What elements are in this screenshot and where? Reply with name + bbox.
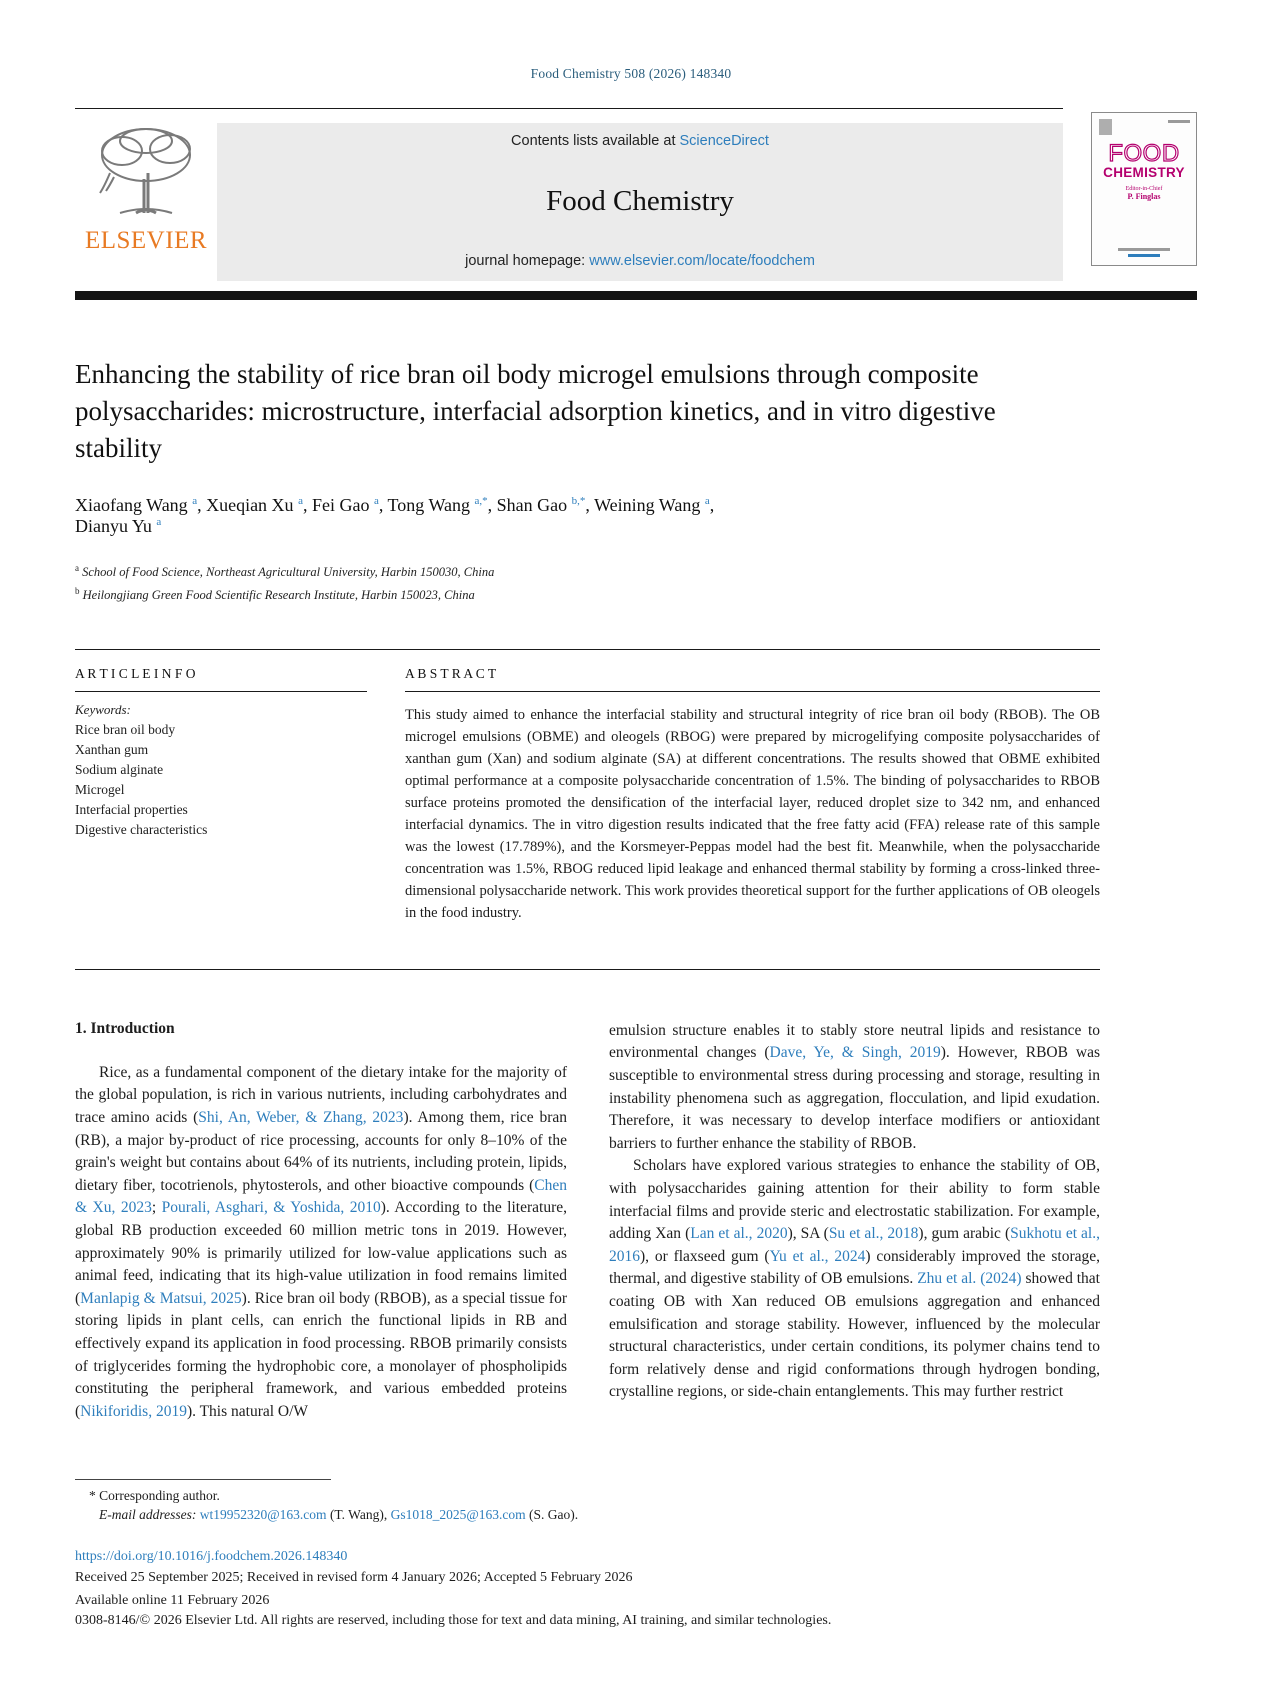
author-list [75,495,1100,537]
text-segment: ). Among them, rice bran (RB), a major by-product of rice processing, accounts for only 8–10% of the grain's weight but contains about 64% of its nutrients, including protein, lipids, dietary fiber, tocotrienols, phytosterols, and other bioactive compounds ( [75,1109,567,1194]
email-addresses-line [75,1507,1100,1523]
author-separator: , [378,495,388,515]
cover-title-chemistry: CHEMISTRY [1103,165,1185,180]
journal-homepage-link[interactable]: www.elsevier.com/locate/foodchem [589,253,815,269]
article-title: Enhancing the stability of rice bran oil body microgel emulsions through composite polysaccharides: microstructure, interfacial adsorption kinetics, and in vitro digestive stability [75,359,996,463]
introduction-section [75,1020,1100,1424]
journal-title: Food Chemistry [546,184,734,217]
text-segment: showed that coating OB with Xan reduced OB emulsions aggregation and enhanced emulsification and storage stability. However, influenced by the molecular structural characteristics, under certain conditions, its polymer chains tend to form relatively dense and rigid conformations through hydrogen bonding, crystalline regions, or side-chain entanglements. This may further restrict [609,1270,1100,1401]
author-separator: , [585,495,595,515]
author-separator: , [709,495,715,515]
corresponding-author-text: Corresponding author. [95,1488,220,1504]
footnote-block [75,1479,1100,1629]
citation-link[interactable]: Manlapig & Matsui, 2025 [80,1289,242,1307]
body-column-left [75,1020,567,1424]
affiliation-list [75,559,1100,605]
author-separator: , [302,495,312,515]
corresponding-author-note [75,1488,1100,1504]
cover-editor-name: P. Finglas [1127,192,1161,201]
article-info-heading: A R T I C L E I N F O [75,650,367,692]
affiliation [75,559,1100,582]
received-dates-line: Received 25 September 2025; Received in revised form 4 January 2026; Accepted 5 February 2026 [75,1570,633,1586]
intro-paragraph-left [75,1062,567,1424]
citation-link[interactable]: Su et al., 2018 [828,1225,919,1243]
abstract-heading: A B S T R A C T [405,650,1100,692]
text-segment: ). According to the literature, global RB production exceeded 60 million metric tons in 2019. However, approximately 90% is primarily utilized for low-value applications such as animal feed, indicating that its high-value utilization in food remains limited ( [75,1199,567,1307]
author-affiliation-sup: a [704,495,710,507]
intro-paragraph-right-1 [609,1020,1100,1156]
citation-link[interactable]: Dave, Ye, & Singh, 2019 [769,1044,941,1062]
journal-header-band [75,108,1197,281]
intro-paragraph-right-2 [609,1155,1100,1404]
text-segment: Rice, as a fundamental component of the dietary intake for the majority of the global population, is rich in various nutrients, including carbohydrates and trace amino acids ( [75,1063,567,1126]
affiliation-sup: b [75,586,80,597]
text-segment: ), or flaxseed gum ( [640,1247,770,1265]
header-divider-bar [75,291,1197,300]
section-heading-introduction: 1. Introduction [75,1019,175,1037]
info-abstract-section [75,649,1100,970]
affiliation-sup: a [75,563,79,573]
keyword-item: Digestive characteristics [75,822,208,838]
author-affiliation-sup: a [298,495,303,507]
text-segment: E-mail addresses: [99,1507,200,1523]
abstract-column [405,650,1100,939]
article-info-column [75,650,367,939]
keyword-item: Rice bran oil body [75,722,176,738]
article-content [75,356,1100,1629]
author-name: Fei Gao [311,495,370,515]
citation-link[interactable]: Shi, An, Weber, & Zhang, 2023 [198,1109,404,1126]
doi-line [75,1549,1100,1565]
footnote-divider [75,1479,331,1480]
affiliation [75,582,1100,605]
footnote-asterisk: * [89,1488,96,1504]
author [206,495,312,515]
cover-footer-mark [1118,248,1170,251]
text-segment: ). However, RBOB was susceptible to environmental stress during processing and storage, resulting in instability phenomena such as aggregation, flocculation, and lipid exudation. Therefore, it was necessary to develop interface modifiers or antioxidant barriers to further enhance the stability of RBOB. [609,1044,1100,1152]
text-segment: ), gum arabic ( [918,1225,1011,1243]
affiliation-text: Heilongjiang Green Food Scientific Research Institute, Harbin 150023, China [79,588,475,603]
header-main [75,108,1063,281]
author-separator: , [487,495,497,515]
author-affiliation-sup: b,* [571,495,586,507]
cover-sciencedirect-mark [1128,254,1160,257]
text-segment: emulsion structure enables it to stably store neutral lipids and resistance to environmental changes ( [609,1021,1100,1062]
author-name: Dianyu Yu [75,516,152,536]
journal-citation-header: Food Chemistry 508 (2026) 148340 [530,66,732,81]
keyword-item: Interfacial properties [75,802,188,818]
text-segment: ; [151,1199,162,1217]
affiliation-text: School of Food Science, Northeast Agricultural University, Harbin 150030, China [79,565,495,580]
text-segment: (T. Wang), [326,1507,391,1523]
author-name: Xueqian Xu [206,495,294,515]
journal-banner [217,123,1063,281]
journal-cover-thumbnail[interactable] [1091,112,1197,266]
citation-link[interactable]: wt19952320@163.com [199,1507,327,1523]
author-affiliation-sup: a,* [474,495,488,507]
author-name: Xiaofang Wang [75,495,188,515]
text-segment: ). This natural O/W [186,1402,309,1420]
keyword-item: Microgel [75,782,125,798]
cover-editor-label: Editor-in-Chief [1125,186,1163,192]
text-segment: Scholars have explored various strategies to enhance the stability of OB, with polysaccharides gaining attention for their ability to form stable interfacial films and provide steric and electrostatic stabilization. For example, adding Xan ( [609,1157,1100,1243]
keyword-item: Sodium alginate [75,762,164,778]
sciencedirect-link[interactable]: ScienceDirect [679,133,769,149]
author [75,495,206,515]
elsevier-logo [75,109,217,281]
cover-issn-mark [1168,120,1190,123]
author-affiliation-sup: a [192,495,198,507]
citation-link[interactable]: Gs1018_2025@163.com [390,1507,526,1523]
contents-availability-line [217,133,1063,149]
author-separator: , [197,495,207,515]
citation-link[interactable]: Nikiforidis, 2019 [80,1402,187,1420]
author-name: Shan Gao [496,495,568,515]
homepage-label: journal homepage: [465,253,590,269]
author [75,516,161,536]
text-segment: ) considerably improved the storage, thermal, and digestive stability of OB emulsions. [609,1247,1100,1288]
keyword-item: Xanthan gum [75,742,149,758]
author-name: Weining Wang [594,495,701,515]
available-online-line: Available online 11 February 2026 [75,1593,270,1609]
author [497,495,594,515]
contents-text: Contents lists available at [511,133,680,149]
citation-link[interactable]: Chen & Xu, 2023 [75,1176,567,1217]
text-segment: ), SA ( [787,1225,829,1243]
keywords-list [75,720,367,840]
cover-emblem-icon [1099,119,1112,135]
author [388,495,497,515]
journal-homepage-line [217,253,1063,269]
author-name: Tong Wang [387,495,470,515]
citation-link[interactable]: Pourali, Asghari, & Yoshida, 2010 [161,1199,381,1217]
issn-copyright-line: 0308-8146/© 2026 Elsevier Ltd. All rights are reserved, including those for text and data mining, AI training, and similar technologies. [75,1613,832,1629]
citation-link[interactable]: Sukhotu et al., 2016 [609,1225,1100,1265]
body-column-right [609,1020,1100,1424]
keywords-label: Keywords: [75,702,131,718]
citation-link[interactable]: Lan et al., 2020 [690,1225,788,1243]
text-segment: (S. Gao). [525,1507,579,1523]
elsevier-tree-icon [90,121,202,225]
author [312,495,388,515]
abstract-text: This study aimed to enhance the interfacial stability and structural integrity of rice bran oil body (RBOB). The OB microgel emulsions (OBME) and oleogels (RBOG) were prepared by microgelifying composite polysaccharides of xanthan gum (Xan) and sodium alginate (SA) at different concentrations. The results showed that OBME exhibited optimal performance at a composite polysaccharide concentration of 1.5%. The binding of polysaccharides to RBOB surface proteins promoted the densification of the interfacial layer, reduced droplet size to 342 nm, and enhanced interfacial dynamics. The in vitro digestion results indicated that the free fatty acid (FFA) release rate of this sample was the lowest (17.789%), and the Korsmeyer-Peppas model had the best fit. Meanwhile, when the polysaccharide concentration was 1.5%, RBOG reduced lipid leakage and enhanced thermal stability by forming a cross-linked three-dimensional polysaccharide network. This work provides theoretical support for the further applications of OB oleogels in the food industry. [405,707,1100,922]
doi-link[interactable]: https://doi.org/10.1016/j.foodchem.2026.148340 [75,1549,348,1565]
cover-title-food: FOOD [1108,140,1180,167]
author-affiliation-sup: a [373,495,379,507]
citation-link[interactable]: Zhu et al. (2024) [917,1270,1022,1288]
text-segment: ). Rice bran oil body (RBOB), as a special tissue for storing lipids in plant cells, can enrich the functional lipids in RB and effectively expand its application in food processing. RBOB primarily consists of triglycerides forming the hydrophobic core, a monolayer of phospholipids constituting the peripheral framework, and various embedded proteins ( [75,1289,567,1420]
elsevier-wordmark: ELSEVIER [84,227,208,254]
author-affiliation-sup: a [156,516,162,528]
citation-link[interactable]: Yu et al., 2024 [769,1247,866,1265]
author [594,495,714,515]
